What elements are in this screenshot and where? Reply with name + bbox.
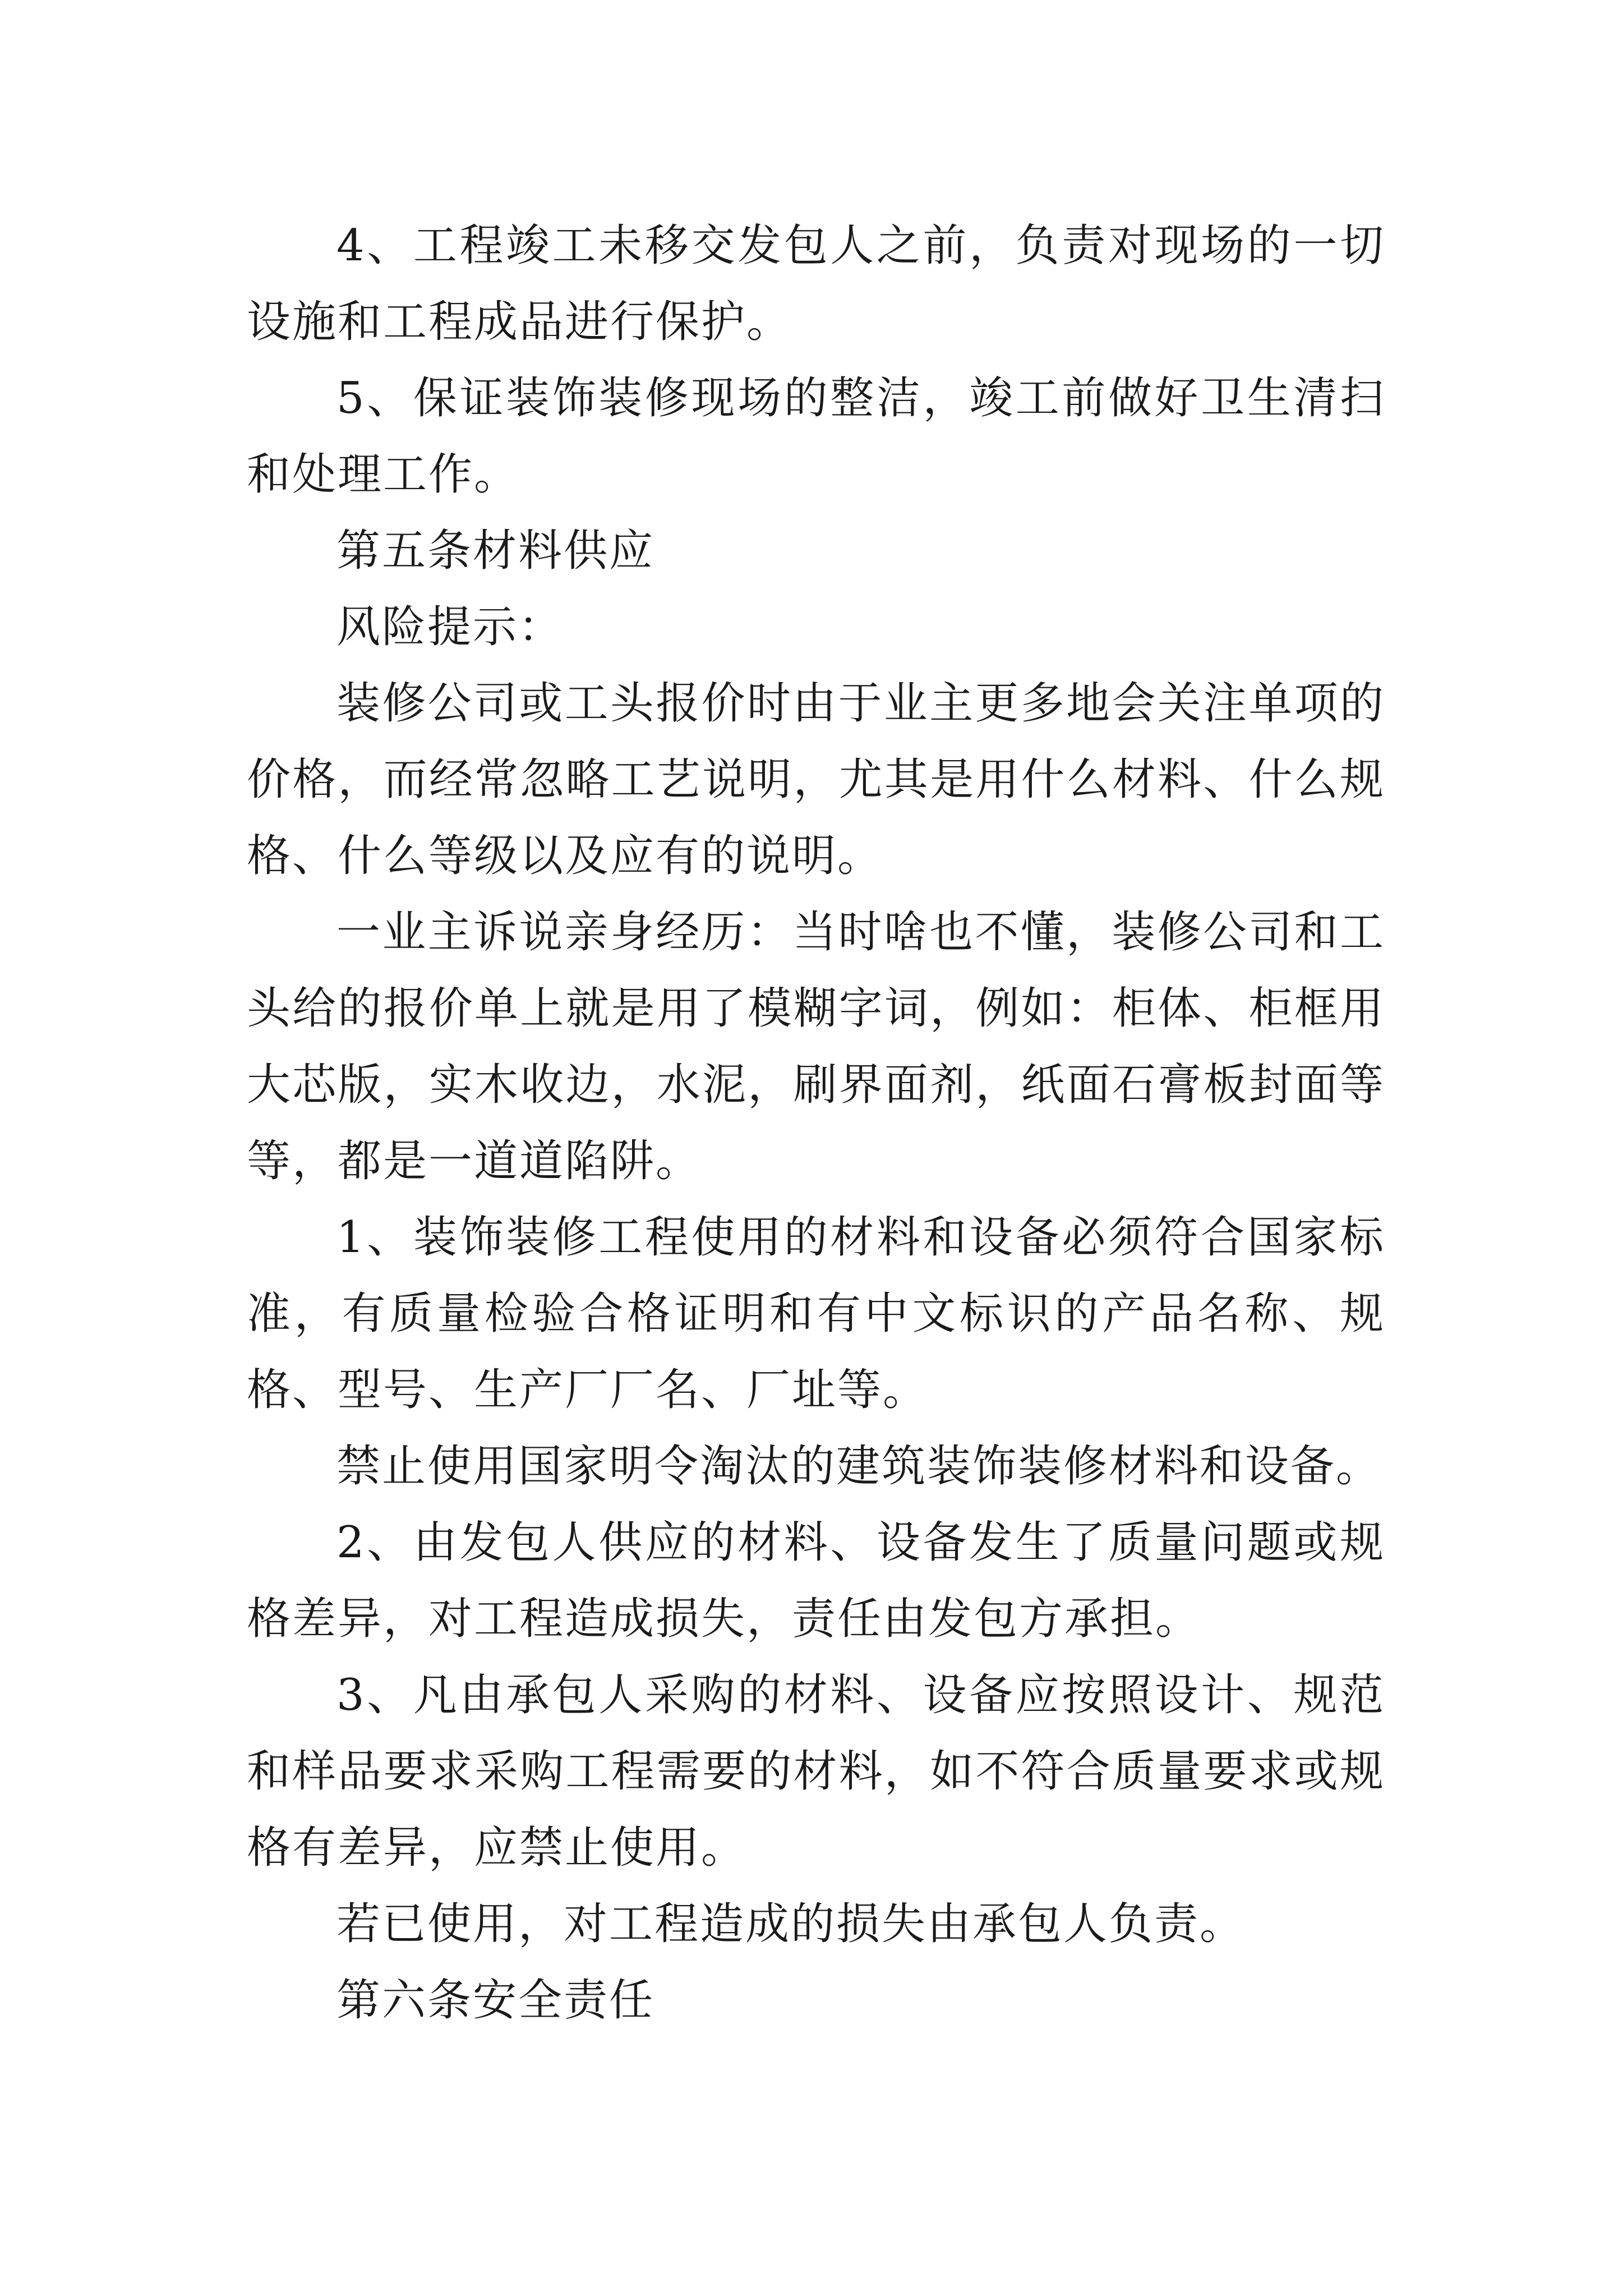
- paragraph-item-2-employer-supply: 2、由发包人供应的材料、设备发生了质量问题或规格差异，对工程造成损失，责任由发包方承担。: [247, 1517, 1385, 1644]
- document-body: [247, 208, 1385, 2039]
- paragraph-owner-experience: 一业主诉说亲身经历：当时啥也不懂，装修公司和工头给的报价单上就是用了模糊字词，例如：柜体、柜框用大芯版，实木收边，水泥，刷界面剂，纸面石膏板封面等等，都是一道道陷阱。: [247, 907, 1385, 1186]
- paragraph-item-4-protection: 4、工程竣工未移交发包人之前，负责对现场的一切设施和工程成品进行保护。: [247, 220, 1385, 347]
- paragraph-liability: 若已使用，对工程造成的损失由承包人负责。: [336, 1899, 1246, 1949]
- paragraph-prohibition: 禁止使用国家明令淘汰的建筑装饰装修材料和设备。: [336, 1441, 1382, 1492]
- paragraph-item-5-cleanliness: 5、保证装饰装修现场的整洁，竣工前做好卫生清扫和处理工作。: [247, 373, 1385, 500]
- section-heading-article-6: 第六条安全责任: [336, 1975, 655, 2026]
- risk-notice-label: 风险提示：: [336, 602, 564, 652]
- paragraph-item-1-materials-standard: 1、装饰装修工程使用的材料和设备必须符合国家标准，有质量检验合格证明和有中文标识的产品名称、规格、型号、生产厂厂名、厂址等。: [247, 1212, 1385, 1415]
- paragraph-item-3-contractor-purchase: 3、凡由承包人采购的材料、设备应按照设计、规范和样品要求采购工程需要的材料，如不符合质量要求或规格有差异，应禁止使用。: [247, 1670, 1385, 1873]
- paragraph-risk-pricing: 装修公司或工头报价时由于业主更多地会关注单项的价格，而经常忽略工艺说明，尤其是用什么材料、什么规格、什么等级以及应有的说明。: [247, 678, 1385, 881]
- section-heading-article-5: 第五条材料供应: [336, 526, 655, 576]
